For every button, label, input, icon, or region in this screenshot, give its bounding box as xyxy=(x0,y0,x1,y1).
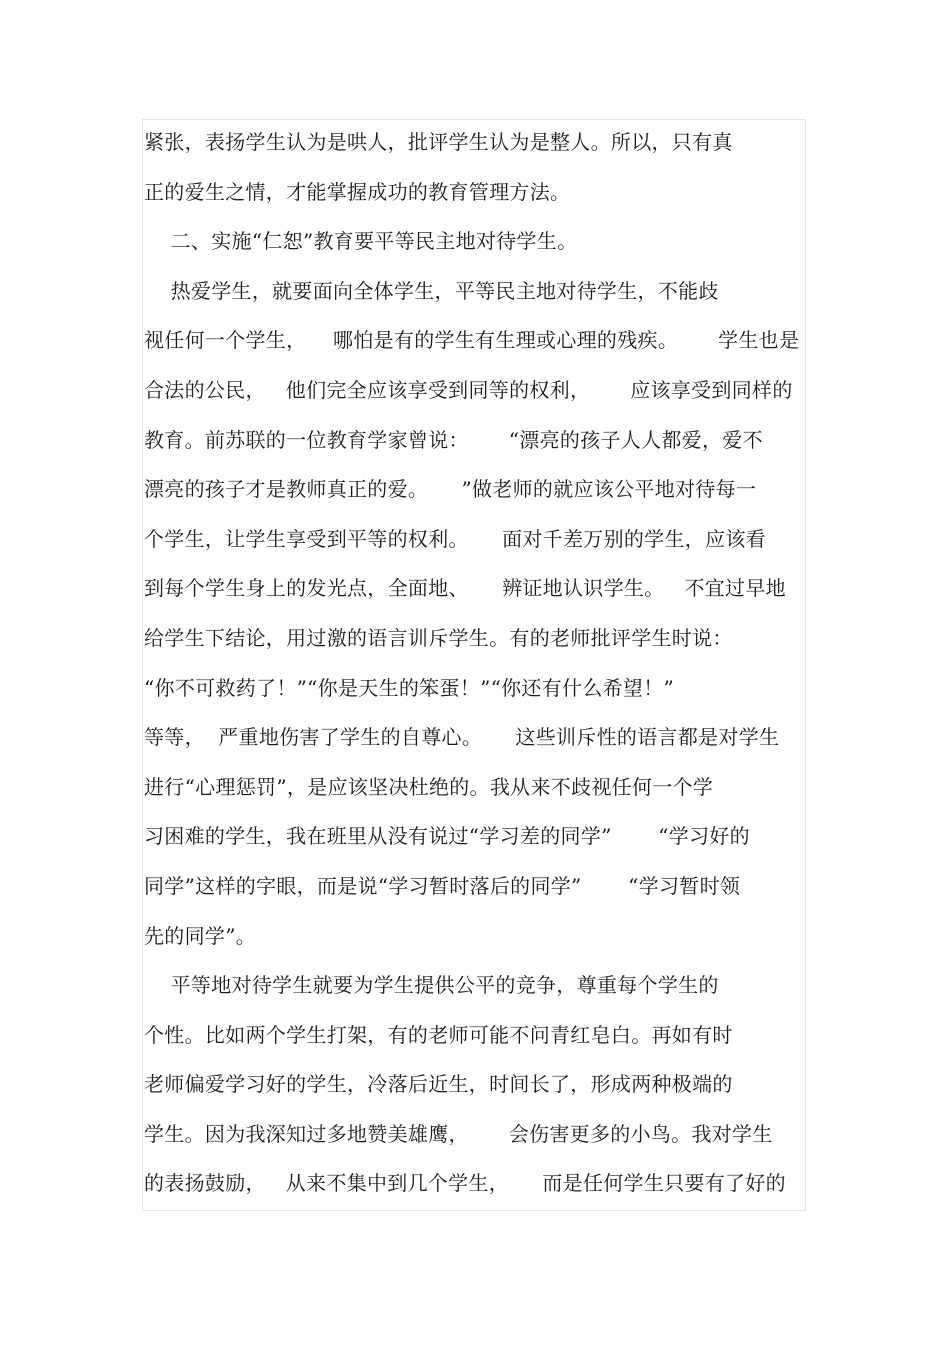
text-line: 等等， 严重地伤害了学生的自尊心。 这些训斥性的语言都是对学生 xyxy=(144,725,780,750)
text-line: 合法的公民， 他们完全应该享受到同等的权利， 应该享受到同样的 xyxy=(144,377,793,402)
text-line: 进行“心理惩罚”，是应该坚决杜绝的。我从来不歧视任何一个学 xyxy=(144,774,714,799)
text-line: 老师偏爱学习好的学生，冷落后近生，时间长了，形成两种极端的 xyxy=(144,1072,733,1097)
text-line: 同学”这样的字眼，而是说“学习暂时落后的同学” “学习暂时领 xyxy=(144,873,741,898)
text-line: 的表扬鼓励， 从来不集中到几个学生， 而是任何学生只要有了好的 xyxy=(144,1171,786,1196)
text-line: 教育。前苏联的一位教育学家曾说： “漂亮的孩子人人都爱，爱不 xyxy=(144,427,763,452)
document-body xyxy=(144,124,804,1215)
text-line: 热爱学生，就要面向全体学生，平等民主地对待学生，不能歧 xyxy=(144,278,719,303)
text-line: 习困难的学生，我在班里从没有说过“学习差的同学” “学习好的 xyxy=(144,824,750,849)
text-line: 个性。比如两个学生打架，有的老师可能不问青红皂白。再如有时 xyxy=(144,1022,733,1047)
text-line: 平等地对待学生就要为学生提供公平的竞争，尊重每个学生的 xyxy=(144,973,719,998)
text-line: 正的爱生之情，才能掌握成功的教育管理方法。 xyxy=(144,179,571,204)
text-line: 给学生下结论，用过激的语言训斥学生。有的老师批评学生时说： xyxy=(144,625,733,650)
text-line: 先的同学”。 xyxy=(144,923,257,948)
text-line: 漂亮的孩子才是教师真正的爱。 ”做老师的就应该公平地对待每一 xyxy=(144,477,757,502)
text-line: 视任何一个学生， 哪怕是有的学生有生理或心理的残疾。 学生也是 xyxy=(144,328,800,353)
text-line: 个学生，让学生享受到平等的权利。 面对千差万别的学生，应该看 xyxy=(144,526,766,551)
text-line: “你不可救药了！”“你是天生的笨蛋！”“你还有什么希望！” xyxy=(144,675,675,700)
text-line: 到每个学生身上的发光点，全面地、 辨证地认识学生。 不宜过早地 xyxy=(144,576,786,601)
section-heading: 二、实施“仁恕”教育要平等民主地对待学生。 xyxy=(144,229,578,254)
text-line: 紧张，表扬学生认为是哄人，批评学生认为是整人。所以，只有真 xyxy=(144,130,733,154)
text-line: 学生。因为我深知过多地赞美雄鹰， 会伤害更多的小鸟。我对学生 xyxy=(144,1121,773,1146)
